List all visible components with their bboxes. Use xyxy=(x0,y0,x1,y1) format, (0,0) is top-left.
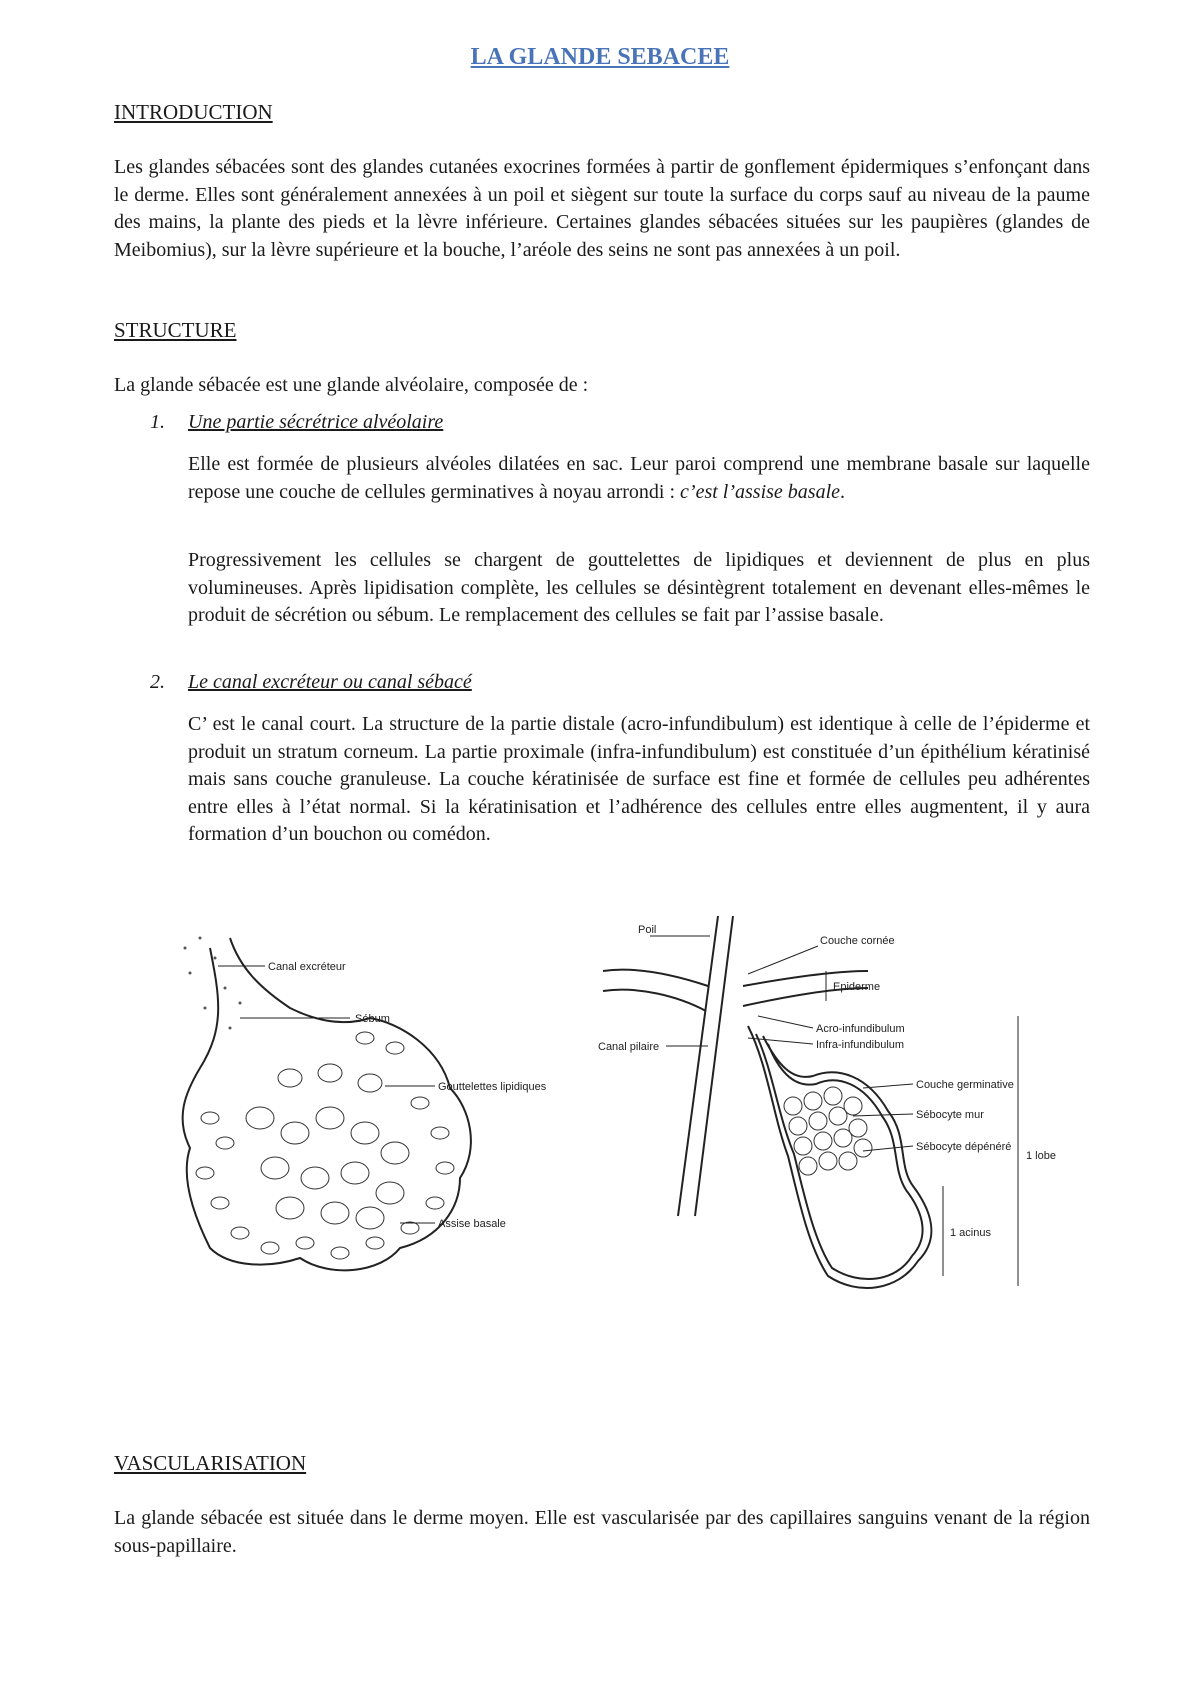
item1-p1-end: . xyxy=(840,480,846,503)
list-item-1-number: 1. xyxy=(150,411,165,433)
structure-heading: STRUCTURE xyxy=(114,318,237,342)
item1-p1-text: Elle est formée de plusieurs alvéoles dilatées en sac. Leur paroi comprend une membrane basale sur laquelle repose une couche de cellules germinatives à noyau arrondi : xyxy=(188,453,1090,503)
list-item-2 xyxy=(150,671,472,694)
left-label-gouttelettes: Gouttelettes lipidiques xyxy=(438,1081,547,1093)
vascularisation-paragraph xyxy=(114,1505,1090,1560)
left-gland-sebum-dots xyxy=(184,937,242,1030)
list-item-2-title: Le canal excréteur ou canal sébacé xyxy=(188,671,472,693)
figure-left-sebaceous-gland xyxy=(170,918,590,1298)
item1-p1-italic: c’est l’assise basale xyxy=(680,480,841,503)
right-epidermis xyxy=(603,970,868,1011)
right-hair-shaft xyxy=(678,916,733,1216)
right-label-infra: Infra-infundibulum xyxy=(816,1039,905,1051)
right-label-acro: Acro-infundibulum xyxy=(816,1023,905,1035)
list-item-1 xyxy=(150,411,443,434)
right-label-couche-germinative: Couche germinative xyxy=(916,1079,1014,1091)
right-label-poil: Poil xyxy=(638,924,657,936)
item1-paragraph-2 xyxy=(188,547,1090,630)
left-gland-cells xyxy=(196,1032,454,1259)
left-label-canal: Canal excréteur xyxy=(268,961,346,973)
introduction-heading: INTRODUCTION xyxy=(114,100,273,124)
item2-paragraph-1 xyxy=(188,711,1090,849)
structure-intro-text: La glande sébacée est une glande alvéolaire, composée de : xyxy=(114,374,589,396)
right-label-lobe: 1 lobe xyxy=(1026,1150,1056,1162)
right-label-epiderme: Epiderme xyxy=(833,981,881,993)
item1-p2: Progressivement les cellules se chargent de gouttelettes de lipidiques et deviennent de plus en plus volumineuses. Après lipidisation complète, les cellules se désintègrent totalement en devenant elles-mêmes le produit de sécrétion ou sébum. Le remplacement des cellules se fait par l’assise basale. xyxy=(188,549,1090,626)
list-item-2-number: 2. xyxy=(150,671,165,693)
right-label-canal-pilaire: Canal pilaire xyxy=(598,1041,660,1053)
right-sebocytes xyxy=(784,1087,872,1175)
vascularisation-heading: VASCULARISATION xyxy=(114,1451,307,1475)
right-label-sebocyte-degenere: Sébocyte dépénéré xyxy=(916,1141,1012,1153)
right-label-couche-cornee: Couche cornée xyxy=(820,935,895,947)
vascularisation-text: La glande sébacée est située dans le derme moyen. Elle est vascularisée par des capillaires sanguins venant de la région sous-papillaire. xyxy=(114,1507,1090,1557)
structure-intro xyxy=(114,372,1090,400)
item1-paragraph-1 xyxy=(188,451,1090,506)
introduction-paragraph xyxy=(114,154,1090,264)
left-label-assise: Assise basale xyxy=(438,1218,506,1230)
left-label-sebum: Sébum xyxy=(355,1013,390,1025)
introduction-text: Les glandes sébacées sont des glandes cutanées exocrines formées à partir de gonflement épidermiques s’enfonçant dans le derme. Elles sont généralement annexées à un poil et siègent sur toute la surface du corps sauf au niveau de la paume des mains, la plante des pieds et la lèvre inférieure. Certaines glandes sébacées situées sur les paupières (glandes de Meibomius), sur la lèvre supérieure et la bouche, l’aréole des seins ne sont pas annexées à un poil. xyxy=(114,156,1090,261)
right-label-sebocyte-mur: Sébocyte mur xyxy=(916,1109,984,1121)
figure-right-hair-follicle-gland xyxy=(598,916,1078,1316)
item1-p1 xyxy=(188,451,1090,506)
right-label-acinus: 1 acinus xyxy=(950,1227,991,1239)
item2-p1: C’ est le canal court. La structure de la partie distale (acro-infundibulum) est identique à celle de l’épiderme et produit un stratum corneum. La partie proximale (infra-infundibulum) est constituée d’un épithélium kératinisé mais sans couche granuleuse. La couche kératinisée de surface est fine et formée de cellules peu adhérentes entre elles à l’état normal. Si la kératinisation et l’adhérence des cellules entre elles augmentent, il y aura formation d’un bouchon ou comédon. xyxy=(188,713,1090,845)
list-item-1-title: Une partie sécrétrice alvéolaire xyxy=(188,411,444,433)
document-title: LA GLANDE SEBACEE xyxy=(470,44,730,70)
